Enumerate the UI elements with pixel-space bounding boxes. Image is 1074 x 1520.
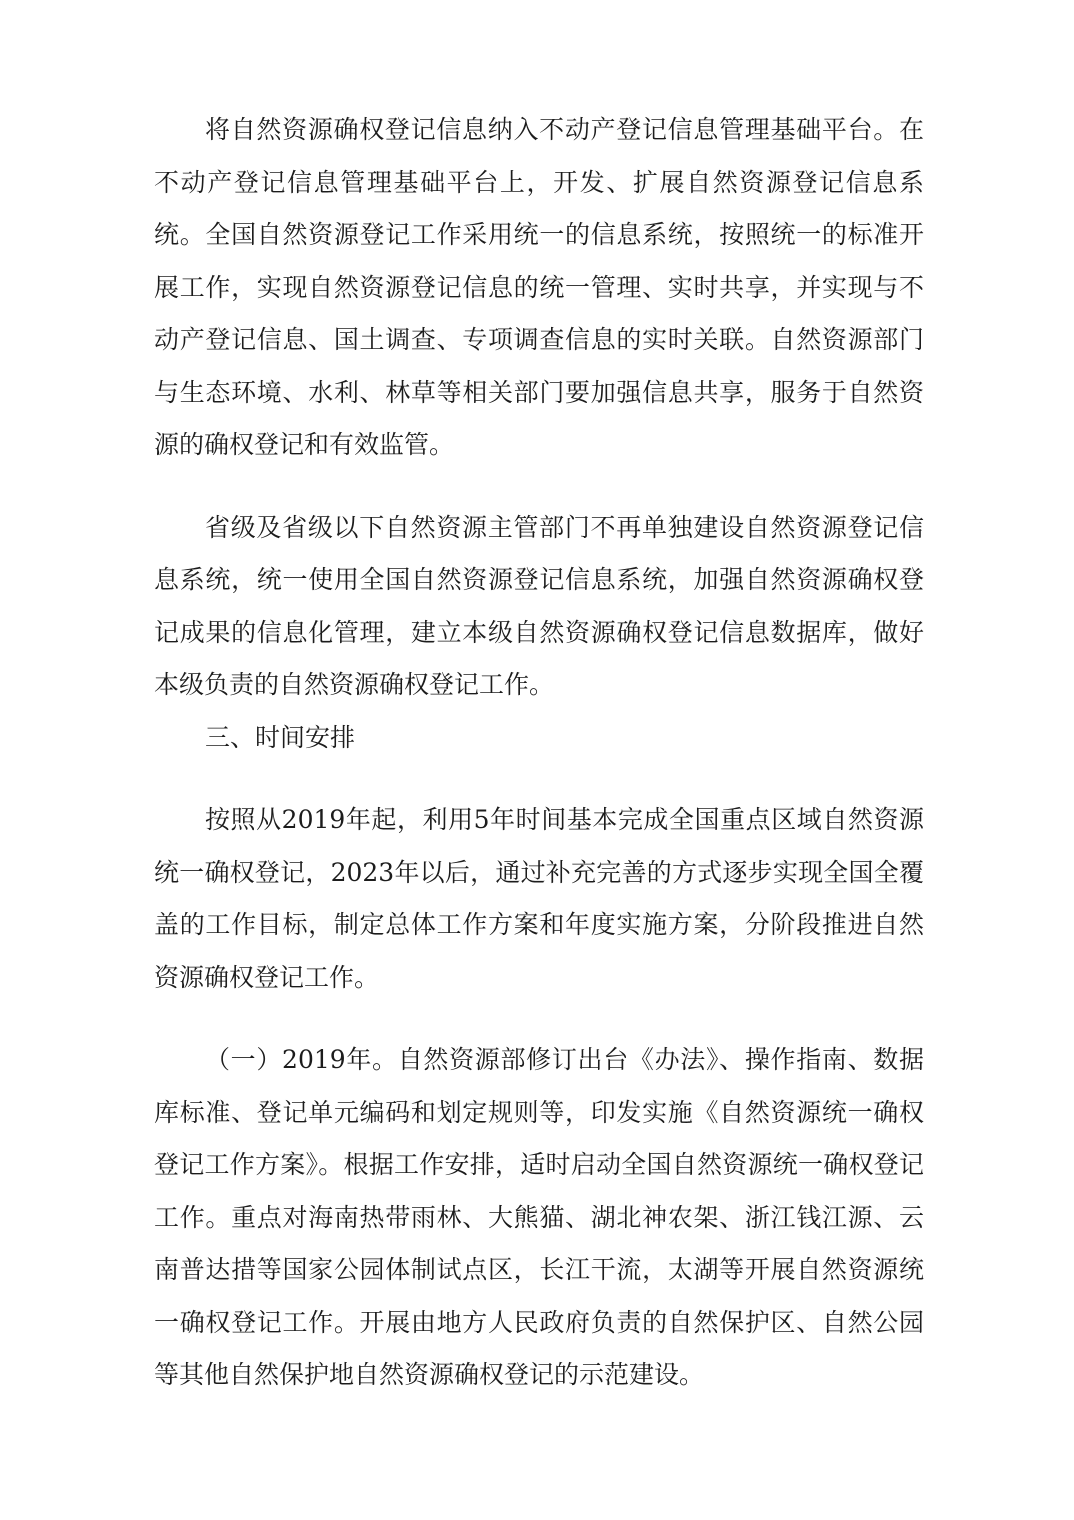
section-heading-schedule: 三、时间安排	[205, 722, 356, 752]
paragraph-information-platform: 将自然资源确权登记信息纳入不动产登记信息管理基础平台。在不动产登记信息管理基础平台上，开发、扩展自然资源登记信息系统。全国自然资源登记工作采用统一的信息系统，按照统一的标准开展工作，实现自然资源登记信息的统一管理、实时共享，并实现与不动产登记信息、国土调查、专项调查信息的实时关联。自然资源部门与生态环境、水利、林草等相关部门要加强信息共享，服务于自然资源的确权登记和有效监管。	[154, 115, 924, 459]
paragraph-provincial-system: 省级及省级以下自然资源主管部门不再单独建设自然资源登记信息系统，统一使用全国自然资源登记信息系统，加强自然资源确权登记成果的信息化管理，建立本级自然资源确权登记信息数据库，做好本级负责的自然资源确权登记工作。	[154, 512, 924, 699]
paragraph-schedule-overview: 按照从2019年起，利用5年时间基本完成全国重点区域自然资源统一确权登记，2023年以后，通过补充完善的方式逐步实现全国全覆盖的工作目标，制定总体工作方案和年度实施方案，分阶段推进自然资源确权登记工作。	[154, 805, 924, 992]
paragraph-2019-tasks: （一）2019年。自然资源部修订出台《办法》、操作指南、数据库标准、登记单元编码和划定规则等，印发实施《自然资源统一确权登记工作方案》。根据工作安排，适时启动全国自然资源统一确权登记工作。重点对海南热带雨林、大熊猫、湖北神农架、浙江钱江源、云南普达措等国家公园体制试点区，长江干流，太湖等开展自然资源统一确权登记工作。开展由地方人民政府负责的自然保护区、自然公园等其他自然保护地自然资源确权登记的示范建设。	[154, 1045, 924, 1389]
document-body	[154, 104, 924, 1402]
